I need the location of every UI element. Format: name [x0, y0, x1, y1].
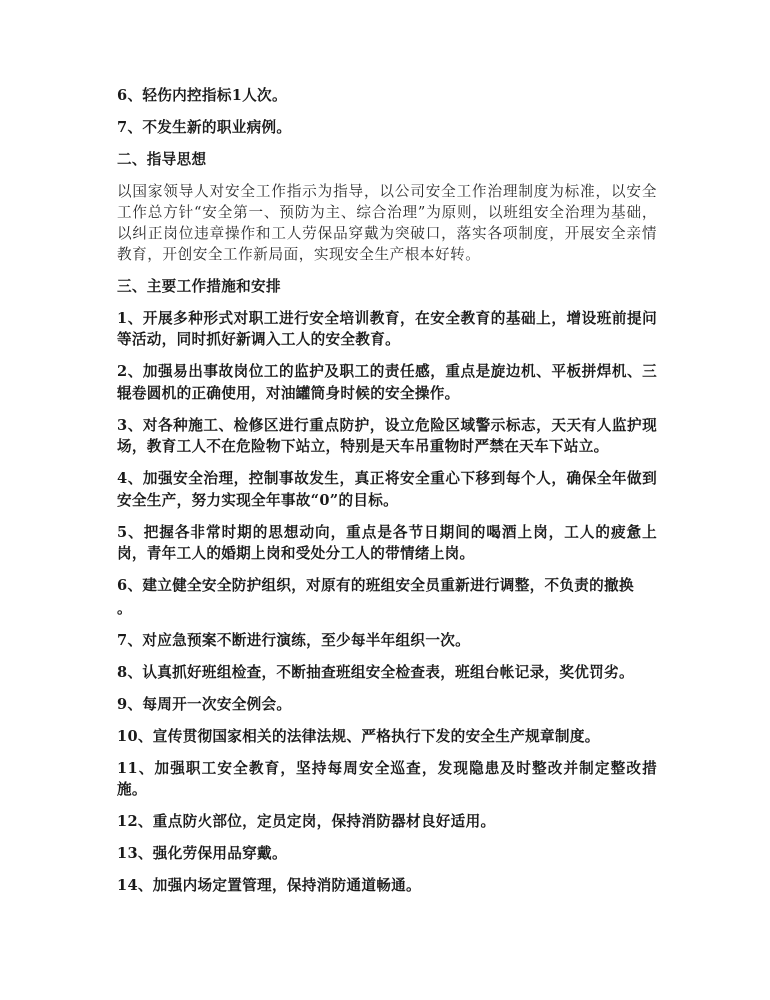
measure-item-1: 1、开展多种形式对职工进行安全培训教育，在安全教育的基础上，增设班前提问等活动，同时抓好新调入工人的安全教育。 [117, 309, 657, 348]
measure-item-9: 9、每周开一次安全例会。 [117, 695, 292, 713]
guiding-ideology-paragraph: 以国家领导人对安全工作指示为指导，以公司安全工作治理制度为标准，以安全工作总方针“安全第一、预防为主、综合治理”为原则，以班组安全治理为基础，以纠正岗位违章操作和工人劳保品穿戴为突破口，落实各项制度，开展安全亲情教育，开创安全工作新局面，实现安全生产根本好转。 [117, 183, 657, 263]
document-page [117, 85, 657, 907]
list-item-target-6: 6、轻伤内控指标1人次。 [117, 87, 287, 104]
measure-item-7: 7、对应急预案不断进行演练，至少每半年组织一次。 [117, 631, 471, 649]
list-item-target-7: 7、不发生新的职业病例。 [117, 119, 292, 136]
measure-item-14: 14、加强内场定置管理，保持消防通道畅通。 [117, 877, 421, 894]
measure-item-3: 3、对各种施工、检修区进行重点防护，设立危险区域警示标志，天天有人监护现场，教育工人不在危险物下站立，特别是天车吊重物时严禁在天车下站立。 [117, 416, 657, 455]
measure-item-6 [117, 575, 657, 619]
measure-item-2: 2、加强易出事故岗位工的监护及职工的责任感，重点是旋边机、平板拼焊机、三辊卷圆机的正确使用，对油罐筒身时候的安全操作。 [117, 363, 657, 402]
section-heading-main-measures: 三、主要工作措施和安排 [117, 277, 281, 295]
measure-item-10: 10、宣传贯彻国家相关的法律法规、严格执行下发的安全生产规章制度。 [117, 727, 600, 745]
measure-item-11: 11、加强职工安全教育，坚持每周安全巡查，发现隐患及时整改并制定整改措施。 [117, 759, 657, 798]
measure-item-4: 4、加强安全治理，控制事故发生，真正将安全重心下移到每个人，确保全年做到安全生产，努力实现全年事故“0”的目标。 [117, 470, 657, 509]
measure-item-13: 13、强化劳保用品穿戴。 [117, 845, 287, 862]
measure-item-5: 5、把握各非常时期的思想动向，重点是各节日期间的喝酒上岗，工人的疲惫上岗，青年工人的婚期上岗和受处分工人的带情绪上岗。 [117, 523, 657, 562]
measure-item-8: 8、认真抓好班组检查，不断抽查班组安全检查表，班组台帐记录，奖优罚劣。 [117, 663, 634, 681]
measure-item-6-orphan-punct: 。 [117, 599, 132, 617]
measure-item-12: 12、重点防火部位，定员定岗，保持消防器材良好适用。 [117, 813, 496, 830]
measure-item-6-text: 6、建立健全安全防护组织，对原有的班组安全员重新进行调整，不负责的撤换 [117, 577, 634, 594]
section-heading-guiding-ideology: 二、指导思想 [117, 151, 207, 168]
